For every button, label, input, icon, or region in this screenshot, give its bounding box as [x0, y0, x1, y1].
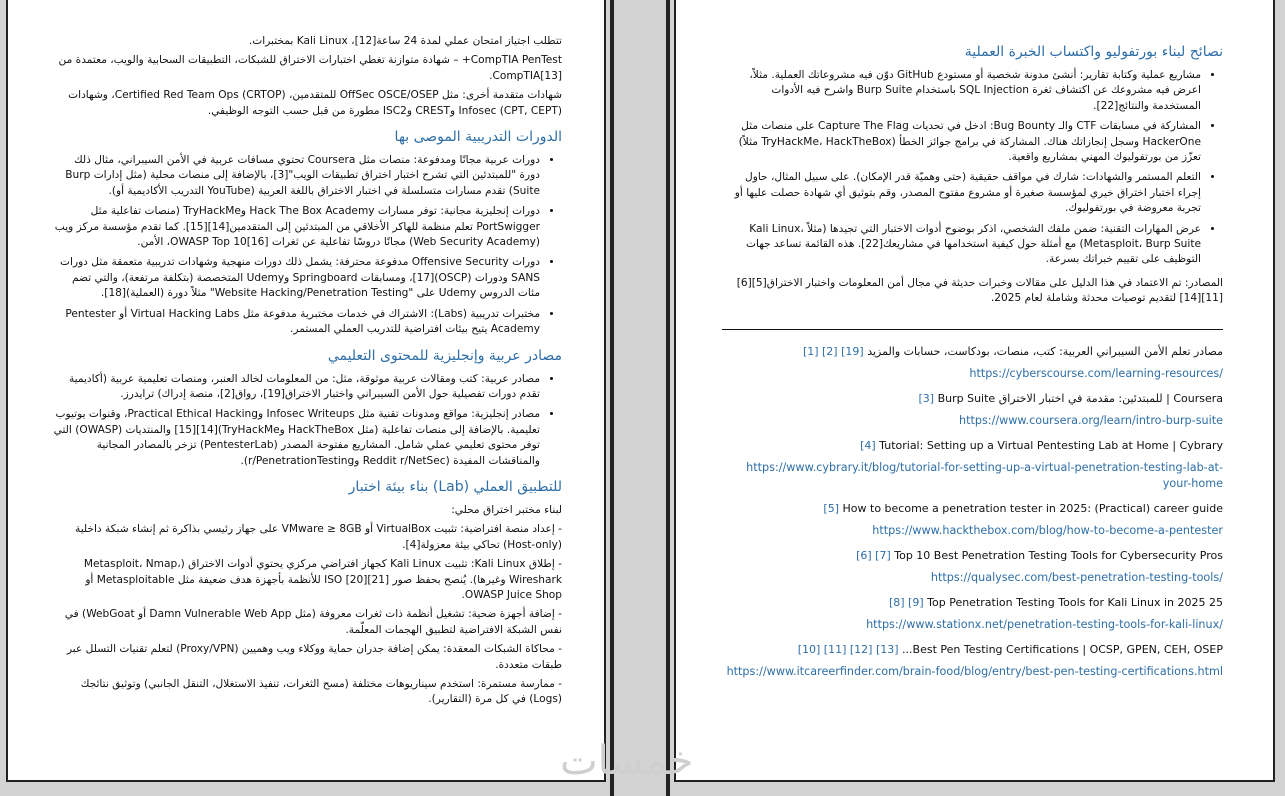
- sources-note: المصادر: تم الاعتماد في هذا الدليل على مقالات وخبرات حديثة في مجال أمن المعلومات واختبار الاختراق[5][6][11][14] لتقديم توصيات محدثة وشاملة لعام 2025.: [736, 276, 1223, 305]
- page-gutter-left: [610, 0, 614, 796]
- reference-title: [722, 391, 1223, 406]
- ref-numbers[interactable]: [4]: [860, 438, 876, 452]
- tips-list: [722, 68, 1223, 268]
- ref-numbers[interactable]: [3]: [918, 391, 935, 405]
- reference-link[interactable]: https://cyberscourse.com/learning-resources/: [969, 366, 1223, 380]
- page-content: [722, 34, 1223, 689]
- page-gutter-right: [666, 0, 670, 796]
- reference-link[interactable]: https://qualysec.com/best-penetration-testing-tools/: [930, 570, 1223, 584]
- ref-title-text: Coursera | للمبتدئين: مقدمة في اختبار الاختراق Burp Suite: [937, 391, 1223, 405]
- list-item: • مصادر إنجليزية: مواقع ومدونات تقنية مثل Infosec Writeups وPractical Ethical Hacking، وقنوات يوتيوب تعليمية. بالإضافة إلى منصات تفاعلية (مثل HackTheBox وTryHackMe)[14][15] والمنتديات (OWASP) التي توفر محتوى تعليمي عملي شامل. المشاريع مفتوحة المصدر (PentesterLab) تزخر بالمصادر المجانية والمناقشات المفيدة (Reddit r/NetSec وr/PenetrationTesting).: [52, 407, 540, 469]
- list-item: • دورات إنجليزية مجانية: توفر مسارات Hack The Box Academy وTryHackMe (منصات تفاعلية مثل PortSwigger تعلم منظمة للهاكر الأخلاقي من المبتدئين إلى المتقدمين[14][15]. كما تقدم مؤسسة مركز ويب (Web Security Academy) مجانًا دروسًا تفاعلية عن ثغرات OWASP Top 10[16]، الأمن.: [52, 204, 540, 250]
- ref-title-text: مصادر تعلم الأمن السيبراني العربية: كتب، منصات، بودكاست، حسابات والمزيد: [867, 344, 1223, 358]
- list-item: • التعلم المستمر والشهادات: شارك في مواقف حقيقية (حتى وهميّة قدر الإمكان). على سبيل المثال، حاول إجراء اختبار اختراق خيري لمؤسسة صغيرة أو مشروع مفتوح المصدر، وقم بتوثيق أي شهادة حصلت عليها أو تجربة معروضة في بورتفوليوك.: [722, 170, 1201, 216]
- list-item: • المشاركة في مسابقات CTF والـ Bug Bounty: ادخل في تحديات Capture The Flag على منصات مثل HackerOne وسجل إنجازاتك هناك. المشاركة في برامج جوائز الخطأ (TryHackMe، HackTheBox مثلاً) تعزّز من بورتفوليوك المهني بمشاريع واقعية.: [722, 119, 1201, 165]
- courses-list: [52, 153, 562, 337]
- reference-title: [722, 642, 1223, 657]
- reference-link[interactable]: https://www.itcareerfinder.com/brain-food/blog/entry/best-pen-testing-certifications.html: [726, 664, 1223, 678]
- ref-title-text: Top 10 Best Penetration Testing Tools for Cybersecurity Pros: [894, 548, 1223, 562]
- reference-link[interactable]: https://www.cybrary.it/blog/tutorial-for-setting-up-a-virtual-penetration-testing-lab-at-your-home: [746, 460, 1223, 490]
- reference-title: [722, 501, 1223, 516]
- paragraph: شهادات متقدمة أخرى: مثل OffSec OSCE/OSEP للمتقدمين، Certified Red Team Ops (CRTOP)، وشهادات Infosec (CPT, CEPT) وCREST وISC2 مطورة من قبل حسب التوجه الوظيفي.: [68, 89, 562, 117]
- ref-numbers[interactable]: [6] [7]: [856, 548, 891, 562]
- reference-title: [722, 548, 1223, 563]
- reference-title: [722, 344, 1223, 359]
- ref-title-text: Best Pen Testing Certifications | OCSP, GPEN, CEH, OSEP...: [902, 642, 1223, 656]
- reference-link[interactable]: https://www.coursera.org/learn/intro-burp-suite: [959, 413, 1223, 427]
- ref-numbers[interactable]: [5]: [823, 501, 840, 515]
- ref-title-text: 25 Top Penetration Testing Tools for Kali Linux in 2025: [927, 595, 1223, 609]
- reference-title: [722, 438, 1223, 453]
- list-item: • مختبرات تدريبية (Labs): الاشتراك في خدمات مختبرية مدفوعة مثل Virtual Hacking Labs أو Pentester Academy يتيح بيئات افتراضية للتدريب العملي المستمر.: [52, 307, 540, 338]
- lab-step: - إعداد منصة افتراضية: تثبيت VirtualBox أو VMware ≥ 8GB على جهاز رئيسي بذاكرة ثم إنشاء شبكة داخلية (Host-only) تحاكي بيئة معزولة[4].: [75, 523, 562, 551]
- list-item: • دورات عربية مجانًا ومدفوعة: منصات مثل Coursera تحتوي مسافات عربية في الأمن السيبراني، مثال ذلك دورة "للمبتدئين التي تشرح اختبار اختراق تطبيقات الويب"[3]، بالإضافة إلى منصات محلية (مثل إدارات Burp Suite) تقدم مسارات متسلسلة في اختبار الاختراق باللغة العربية (YouTube التدريب الأكاديمية أو).: [52, 153, 540, 199]
- lab-step: - محاكاة الشبكات المعقدة: يمكن إضافة جدران حماية ووكلاء ويب وهميين (Proxy/VPN) لتعلم تقنيات التسلل عبر طبقات متعددة.: [66, 643, 562, 671]
- lab-step: - إضافة أجهزة ضحية: تشغيل أنظمة ذات ثغرات معروفة (مثل Damn Vulnerable Web App أو WebGoat) في نفس الشبكة الافتراضية لتطبيق الهجمات المعلّمة.: [64, 608, 562, 636]
- section-heading-sources: مصادر عربية وإنجليزية للمحتوى التعليمي: [327, 347, 562, 364]
- ref-title-text: Tutorial: Setting up a Virtual Pentesting Lab at Home | Cybrary: [879, 438, 1223, 452]
- list-item: • دورات Offensive Security مدفوعة محترفة: يشمل ذلك دورات منهجية وشهادات تدريبية متعمقة مثل دورات SANS ودورات (OSCP)[17]، ومسابقات Springboard وUdemy المتخصصة (بتكلفة مرتفعة)، والتي تضم مئات الدروس Udemy على "Website Hacking/Penetration Testing" مثلاً دورة (العملية)[18].: [52, 255, 540, 301]
- list-item: • مصادر عربية: كتب ومقالات عربية موثوقة، مثل: من المعلومات لخالد العنبر، ومنصات تعليمية عربية (أكاديمية تقدم دورات تفصيلية حول الأمن السيبراني واختبار الاختراق[19]، رواق[2]، منصة إدراك) ترايدرز.: [52, 372, 540, 403]
- ref-numbers[interactable]: [1] [2] [19]: [802, 344, 864, 358]
- ref-numbers[interactable]: [10] [11] [12] [13]: [797, 642, 899, 656]
- section-heading-lab: للتطبيق العملي (Lab) بناء بيئة اختبار: [348, 478, 562, 495]
- lab-step: - ممارسة مستمرة: استخدم سيناريوهات مختلفة (مسح الثغرات، تنفيذ الاستغلال، التنقل الجانبي) وتوثيق نتائجك (Logs) في كل مرة (التقارير).: [80, 678, 562, 706]
- reference-title: [722, 595, 1223, 610]
- paragraph: لبناء مختبر اختراق محلي:: [451, 503, 562, 516]
- paragraph: تتطلب اجتياز امتحان عملي لمدة 24 ساعة[12]، Kali Linux بمختبرات.: [248, 35, 562, 47]
- paragraph: CompTIA PenTest+ – شهادة متوازنة تغطي اختبارات الاختراق للشبكات، التطبيقات السحابية والويب، معتمدة من CompTIA[13].: [58, 54, 562, 82]
- document-page-right: [674, 0, 1275, 782]
- watermark-logo: خمسات: [560, 738, 694, 784]
- divider: [722, 329, 1223, 330]
- list-item: • عرض المهارات التقنية: ضمن ملفك الشخصي، اذكر بوضوح أدوات الاختبار التي تجيدها (مثلاً Kali Linux، Metasploit، Burp Suite) مع أمثلة حول كيفية استخدامها في مشاريعك[22]. هذه القائمة تساعد جهات التوظيف على تقييم خبراتك بسرعة.: [722, 222, 1201, 268]
- document-page-left: [6, 0, 606, 782]
- reference-link[interactable]: https://www.hackthebox.com/blog/how-to-become-a-pentester: [872, 523, 1223, 537]
- lab-step: - إطلاق Kali Linux: تثبيت Kali Linux كجهاز افتراضي مركزي يحتوي أدوات الاختراق (Metasploit، Nmap، Wireshark وغيرها). يُنصح بحفظ صور ISO [20][21] للأنظمة بأجهزة هدف ضعيفة مثل Metasploitable أو OWASP Juice Shop.: [83, 558, 562, 601]
- references-list: [722, 344, 1223, 680]
- list-item: • مشاريع عملية وكتابة تقارير: أنشئ مدونة شخصية أو مستودع GitHub دوّن فيه مشروعاتك العملية. مثلاً، اعرض فيه مشروعك عن اكتشاف ثغرة SQL Injection باستخدام Burp Suite واشرح فيه الأدوات المستخدمة والنتائج[22].: [722, 68, 1201, 114]
- sources-list: [52, 372, 562, 469]
- ref-title-text: How to become a penetration tester in 2025: (Practical) career guide: [842, 501, 1223, 515]
- reference-link[interactable]: https://www.stationx.net/penetration-testing-tools-for-kali-linux/: [866, 617, 1223, 631]
- section-heading-portfolio: نصائح لبناء بورتفوليو واكتساب الخبرة العملية: [964, 44, 1223, 60]
- ref-numbers[interactable]: [8] [9]: [888, 595, 924, 609]
- section-heading-courses: الدورات التدريبية الموصى بها: [394, 129, 562, 146]
- page-content: [52, 34, 562, 712]
